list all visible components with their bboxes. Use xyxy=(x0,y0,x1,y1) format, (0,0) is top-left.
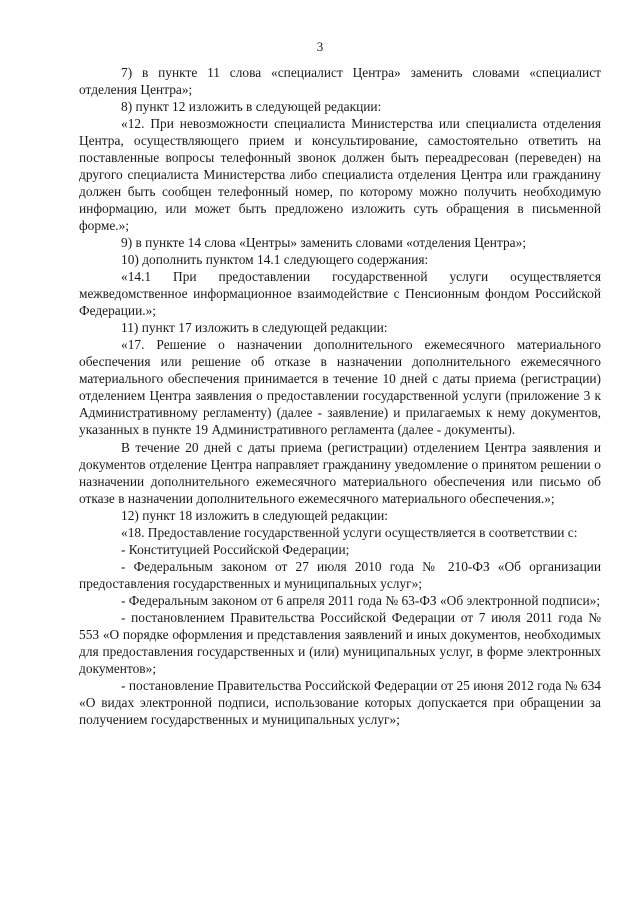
paragraph-point-14-1: «14.1 При предоставлении государственной услуги осуществляется межведомственное информационное взаимодействие с Пенсионным фондом Российской Федерации.»; xyxy=(79,269,601,318)
paragraph-item-12: 12) пункт 18 изложить в следующей редакции: xyxy=(121,508,389,523)
page-number: 3 xyxy=(316,39,324,54)
paragraph-point-17-continued: В течение 20 дней с даты приема (регистрации) отделением Центра заявления и документов отделение Центра направляет гражданину уведомление о принятом решении о назначении дополнительного ежемесячного материального обеспечения или письмо об отказе в назначении дополнительного ежемесячного материального обеспечения.»; xyxy=(79,440,601,506)
list-item-law-210: - Федеральным законом от 27 июля 2010 года № 210-ФЗ «Об организации предоставления государственных и муниципальных услуг»; xyxy=(79,559,601,591)
list-item-constitution: - Конституцией Российской Федерации; xyxy=(121,542,350,557)
paragraph-item-11: 11) пункт 17 изложить в следующей редакции: xyxy=(121,320,388,335)
paragraph-point-12: «12. При невозможности специалиста Министерства или специалиста отделения Центра, осуществляющего прием и консультирование, самостоятельно ответить на поставленные вопросы телефонный звонок должен быть переадресован (переведен) на другого специалиста Министерства либо специалиста отделения Центра или гражданину должен быть сообщен телефонный номер, по которому можно получить необходимую информацию, или может быть предложено изложить суть обращения в письменной форме.»; xyxy=(79,116,601,233)
paragraph-point-17: «17. Решение о назначении дополнительного ежемесячного материального обеспечения или решение об отказе в назначении дополнительного ежемесячного материального обеспечения принимается в течение 10 дней с даты приема (регистрации) отделением Центра заявления о предоставлении государственной услуги (приложение 3 к Административному регламенту) (далее - заявление) и прилагаемых к нему документов, указанных в пункте 19 Административного регламента (далее - документы). xyxy=(79,337,601,437)
paragraph-item-8: 8) пункт 12 изложить в следующей редакции: xyxy=(121,99,382,114)
paragraph-item-10: 10) дополнить пунктом 14.1 следующего содержания: xyxy=(121,252,429,267)
document-body xyxy=(79,64,601,728)
paragraph-item-9: 9) в пункте 14 слова «Центры» заменить словами «отделения Центра»; xyxy=(121,235,527,250)
list-item-resolution-553: - постановлением Правительства Российской Федерации от 7 июля 2011 года № 553 «О порядке оформления и представления заявлений и иных документов, необходимых для предоставления государственных и (или) муниципальных услуг, в форме электронных документов»; xyxy=(79,610,601,676)
paragraph-point-18: «18. Предоставление государственной услуги осуществляется в соответствии с: xyxy=(121,525,578,540)
list-item-law-63: - Федеральным законом от 6 апреля 2011 года № 63-ФЗ «Об электронной подписи»; xyxy=(121,593,601,608)
paragraph-item-7: 7) в пункте 11 слова «специалист Центра» заменить словами «специалист отделения Центра»; xyxy=(79,65,601,97)
list-item-resolution-634: - постановление Правительства Российской Федерации от 25 июня 2012 года № 634 «О видах электронной подписи, использование которых допускается при обращении за получением государственных и муниципальных услуг»; xyxy=(79,678,601,727)
